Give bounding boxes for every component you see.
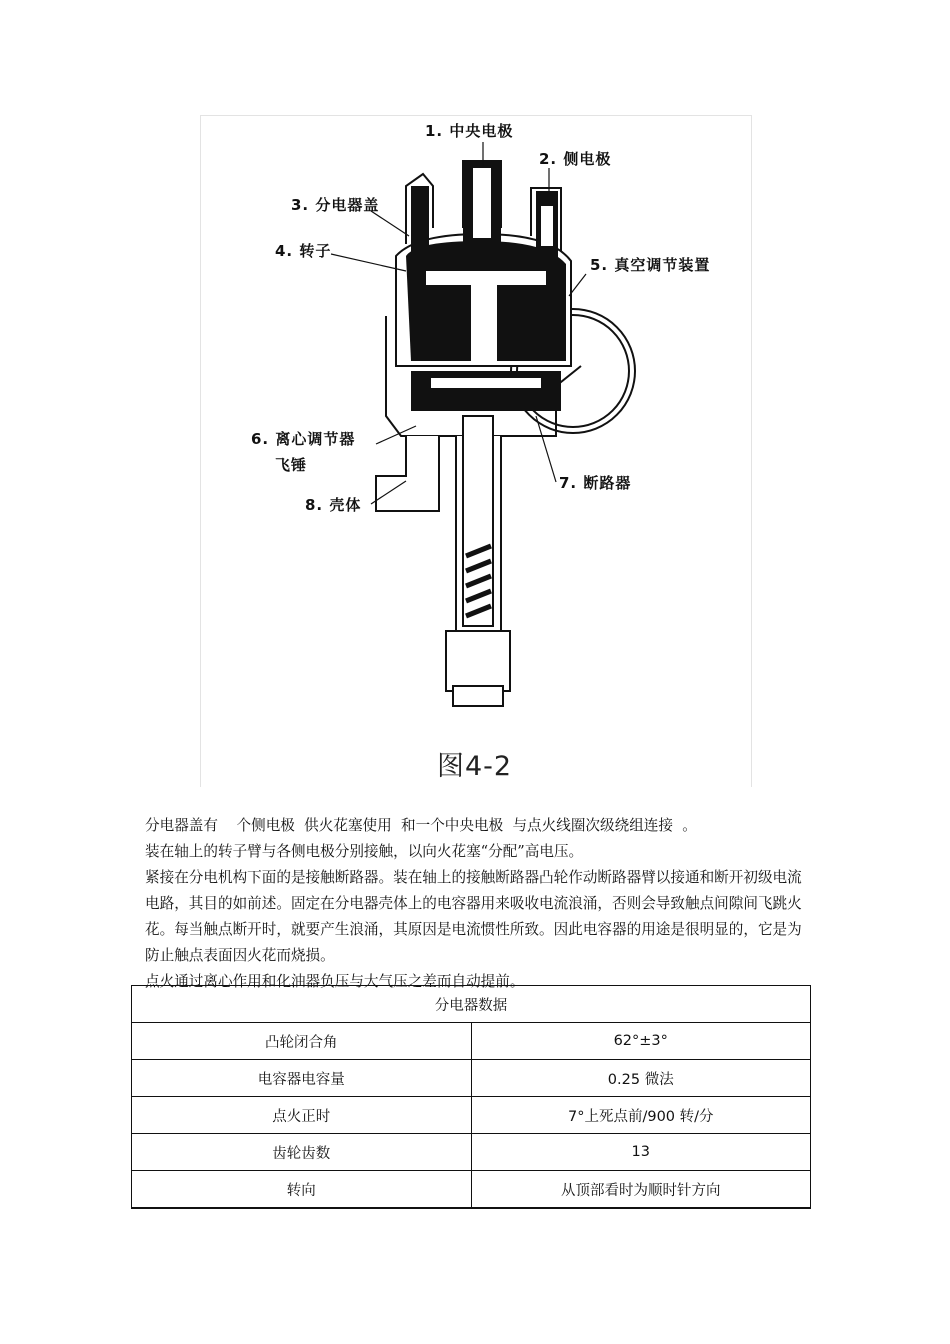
row-label: 凸轮闭合角 [132, 1023, 472, 1060]
row-value: 0.25 微法 [471, 1060, 811, 1097]
label-flyweight: 飞锤 [275, 456, 308, 474]
distributor-data-table [131, 985, 811, 1209]
label-breaker: 7. 断路器 [559, 474, 632, 492]
table-row [132, 1171, 811, 1209]
label-rotor: 4. 转子 [275, 242, 332, 260]
label-housing: 8. 壳体 [305, 496, 362, 514]
table-row [132, 1023, 811, 1060]
label-centrifugal-advance: 6. 离心调节器 [251, 430, 356, 448]
paragraph: 分电器盖有 个侧电极 供火花塞使用 和一个中央电极 与点火线圈次级绕组连接 。 [145, 817, 697, 834]
body-text [145, 813, 810, 995]
table-title-row [132, 986, 811, 1023]
paragraph: 紧接在分电机构下面的是接触断路器。装在轴上的接触断路器凸轮作动断路器臂以接通和断开初级电流电路，其目的如前述。固定在分电器壳体上的电容器用来吸收电流浪涌，否则会导致触点间隙间飞跳火花。每当触点断开时，就要产生浪涌，其原因是电流惯性所致。因此电容器的用途是很明显的，它是为防止触点表面因火花而烧损。 [145, 869, 802, 964]
row-value: 13 [471, 1134, 811, 1171]
row-value: 7°上死点前/900 转/分 [471, 1097, 811, 1134]
figure-caption: 图4-2 [437, 751, 513, 782]
row-label: 电容器电容量 [132, 1060, 472, 1097]
label-side-electrode: 2. 侧电极 [539, 150, 612, 168]
paragraph: 点火通过离心作用和化油器负压与大气压之差而自动提前。 [145, 973, 525, 990]
label-central-electrode: 1. 中央电极 [425, 122, 514, 140]
label-vacuum-unit: 5. 真空调节装置 [590, 256, 711, 274]
row-label: 转向 [132, 1171, 472, 1209]
distributor-drawing [201, 116, 753, 788]
table-row [132, 1097, 811, 1134]
row-value: 从顶部看时为顺时针方向 [471, 1171, 811, 1209]
row-label: 点火正时 [132, 1097, 472, 1134]
row-label: 齿轮齿数 [132, 1134, 472, 1171]
table-row [132, 1060, 811, 1097]
row-value: 62°±3° [471, 1023, 811, 1060]
label-distributor-cap: 3. 分电器盖 [291, 196, 380, 214]
table-row [132, 1134, 811, 1171]
distributor-figure [200, 115, 752, 787]
paragraph: 装在轴上的转子臂与各侧电极分别接触，以向火花塞“分配”高电压。 [145, 843, 584, 860]
table-title: 分电器数据 [132, 986, 811, 1023]
